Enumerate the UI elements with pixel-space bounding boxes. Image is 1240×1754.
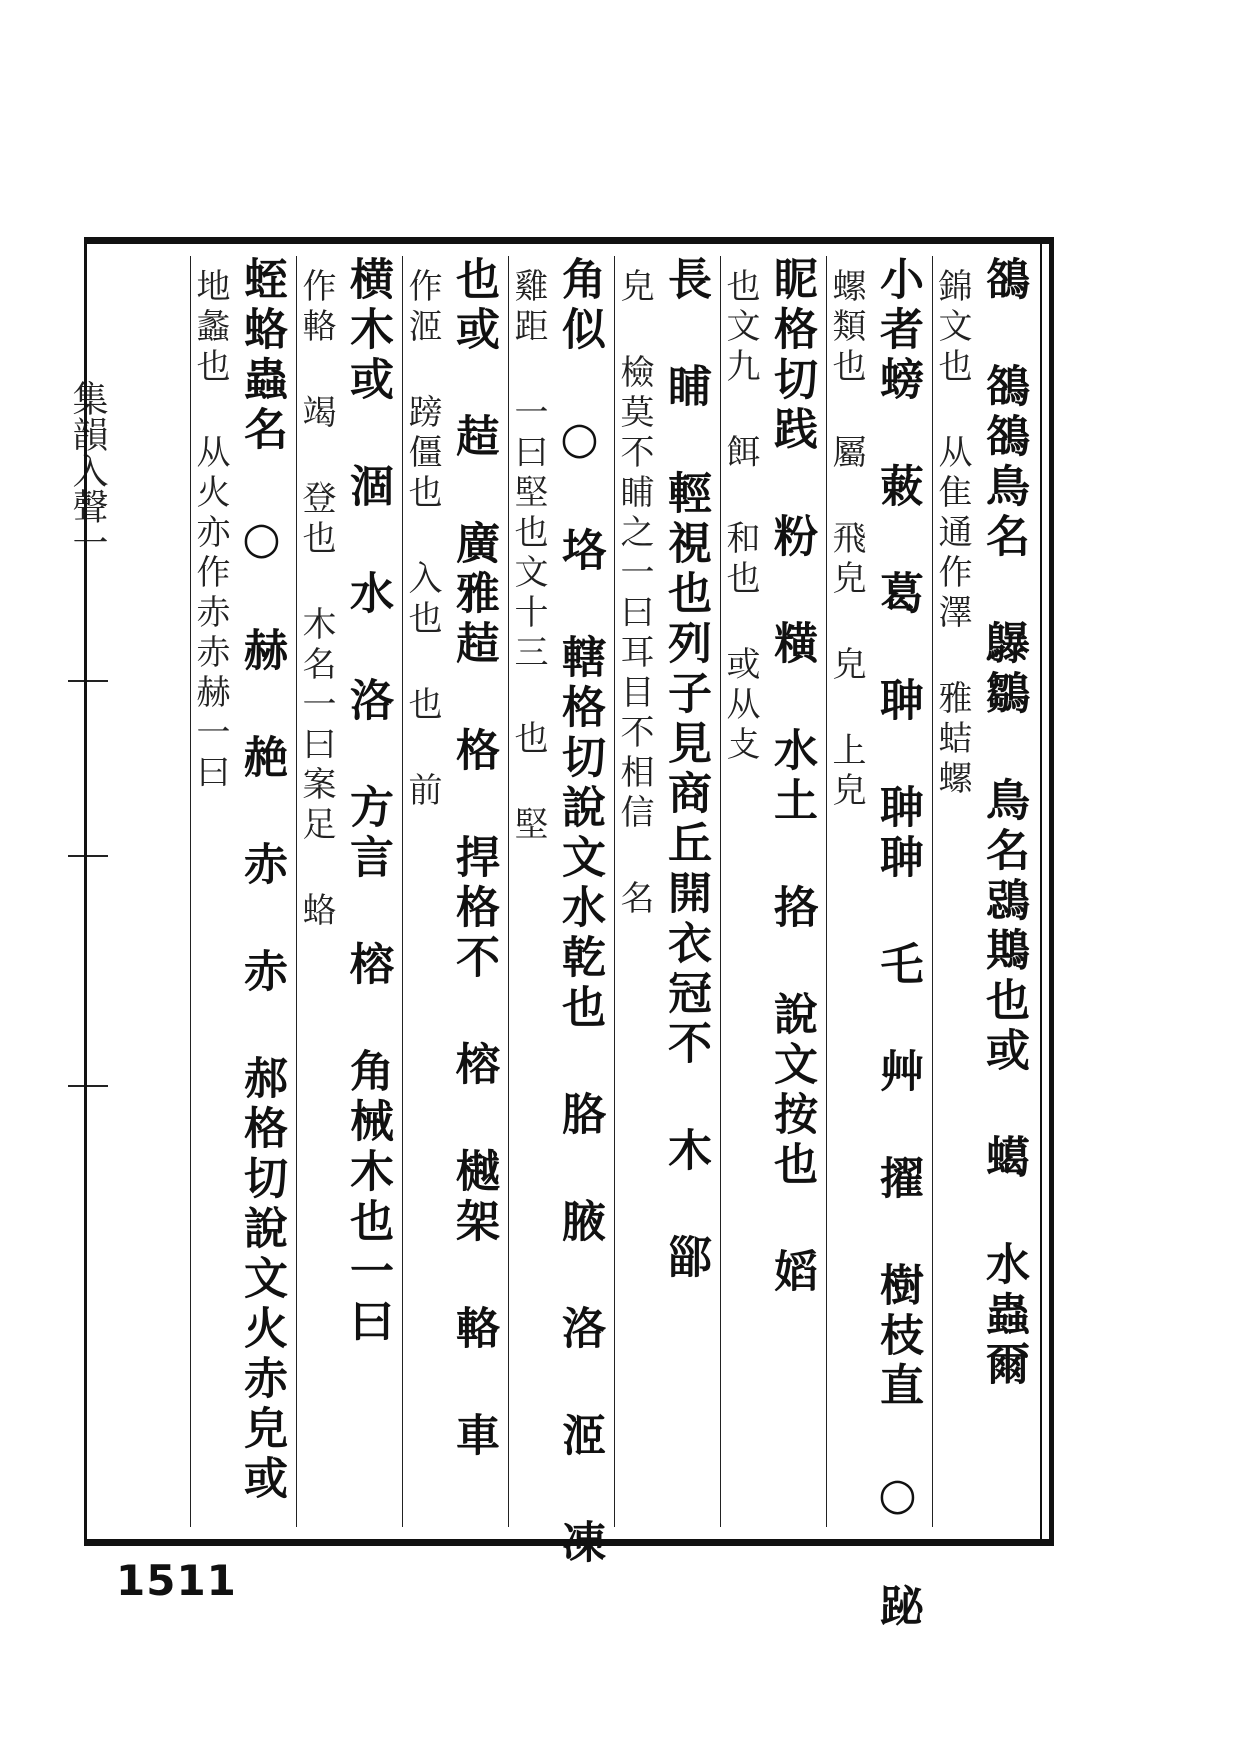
column-8-commentary: 地蠡也 从火亦作赤赤赫一曰: [190, 268, 230, 794]
column-1-main: 鵅 鵅鵅鳥名 鸔鶵 鳥名鵋䳢也或 䗶 水蟲爾: [978, 256, 1029, 1391]
column-5-main: 角似 ○ 垎 轄格切說文水乾也 胳 腋 洛 洍 凍: [554, 256, 605, 1569]
column-8-main: 蛭蛒蟲名 ○ 赫 赩 赤 赤 郝格切說文火赤皃或: [236, 256, 287, 1505]
column-4-main: 長 䀯 輕視也列子見商丘開衣冠不 木 䣎: [660, 256, 711, 1284]
column-6-main: 也或 趌 廣雅趌 格 捍格不 榕 樾架 輅 車: [448, 256, 499, 1462]
column-3-commentary: 也文九 餌 和也 或从攴: [720, 268, 760, 766]
column-5-commentary: 雞距 一曰堅也文十三 也 堅: [508, 268, 548, 846]
column-6-commentary: 作洍 䠙僵也 入也 也 前: [402, 268, 442, 812]
column-7-commentary: 作輅 竭 登也 木名一曰案足 蛒: [296, 268, 336, 932]
column-7-main: 横木或 涸 水 洛 方言 榕 角械木也一曰: [342, 256, 393, 1348]
column-2-main: 小者螃 䔩 葛 䎶 䎶䎶 乇 艸 擢 樹枝直 ○ 䟤: [872, 256, 923, 1633]
column-4-commentary: 皃 檢莫不䀯之一曰耳目不相信 名: [614, 268, 654, 920]
page-number: 1511: [116, 1556, 237, 1605]
volume-side-mark: 集韻入聲一: [67, 380, 108, 560]
column-2-commentary: 螺類也 屬 飛皃 皃 上皃: [826, 268, 866, 812]
column-1-commentary: 錦文也 从隹通作澤 雅蛣螺: [932, 268, 972, 800]
column-3-main: 眤格切践 粉 䊣 水土 挌 說文按也 嫍: [766, 256, 817, 1298]
